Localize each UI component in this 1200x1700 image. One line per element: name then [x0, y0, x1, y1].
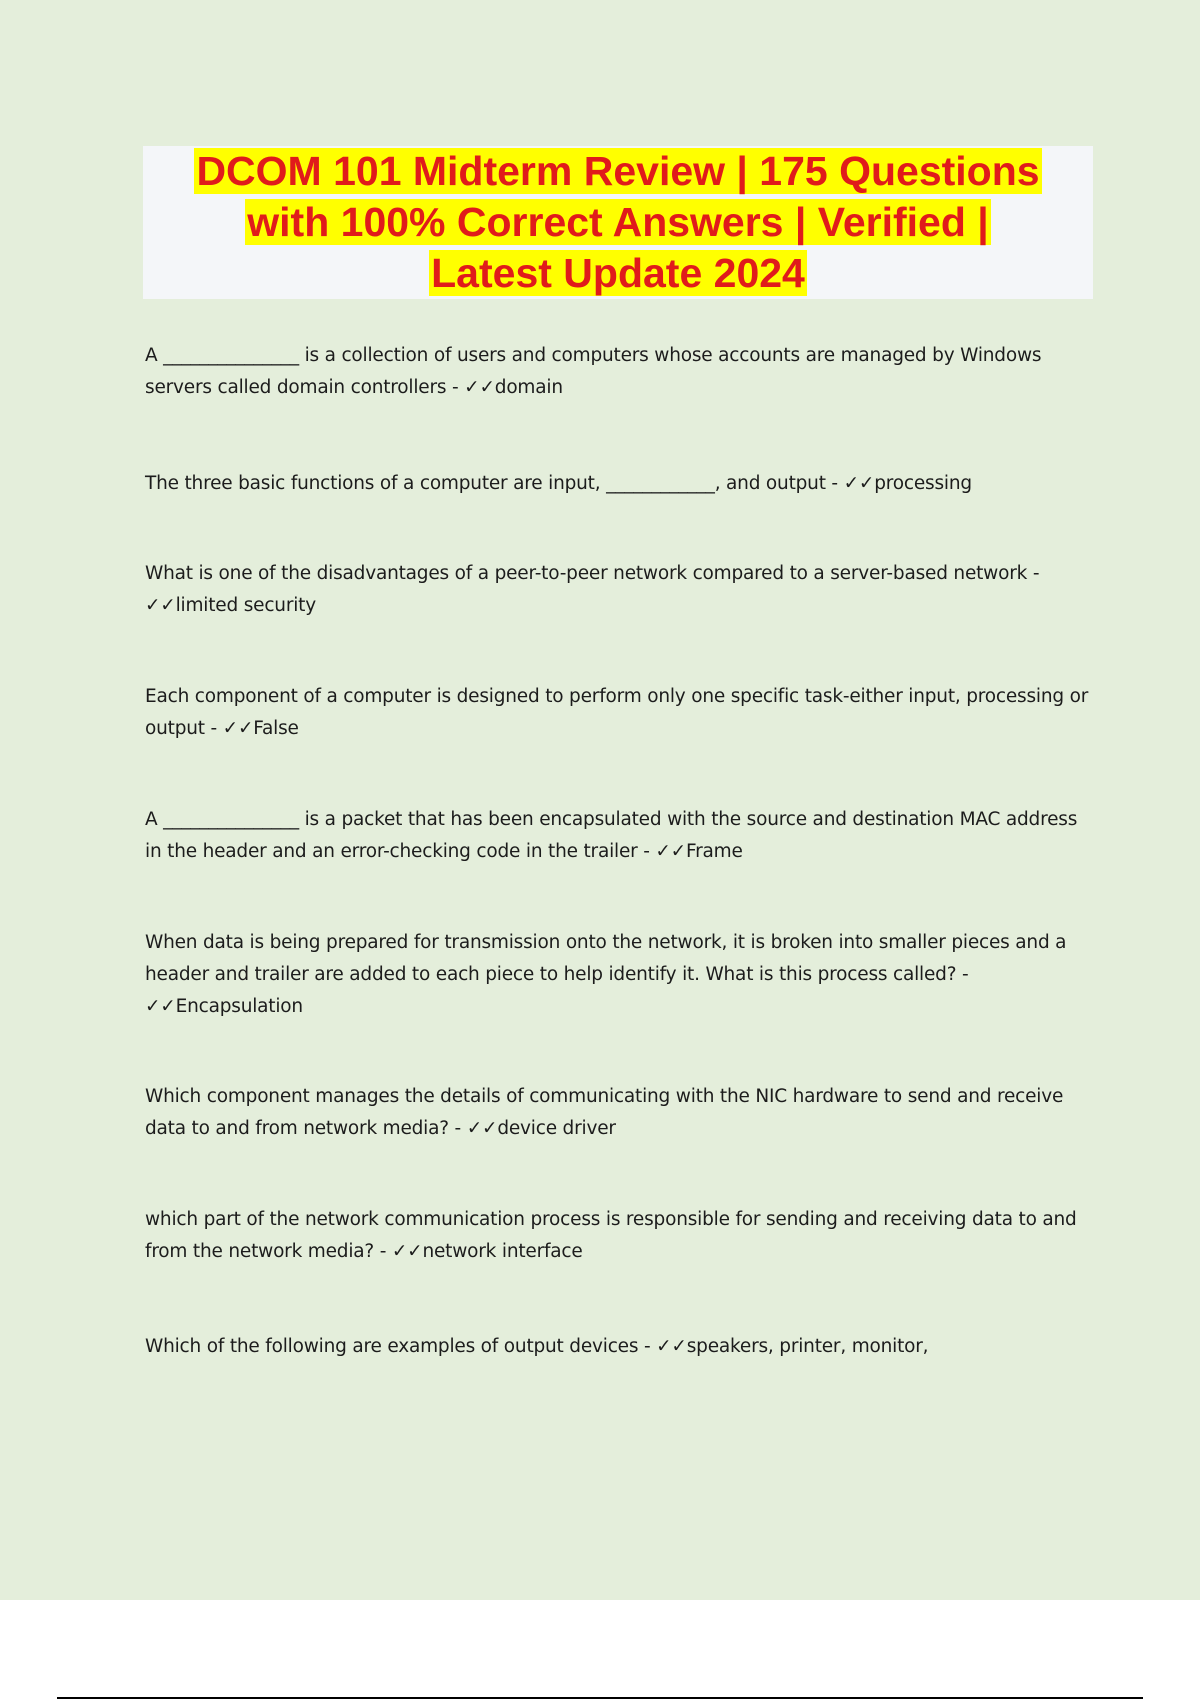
qa-item: Which of the following are examples of output devices - ✓✓speakers, printer, monitor, [145, 1336, 929, 1357]
footer-divider [57, 1697, 1143, 1699]
qa-item: Which component manages the details of communicating with the NIC hardware to send and receive data to and from network media? - ✓✓device driver [145, 1086, 1064, 1139]
qa-item: The three basic functions of a computer are input, ____________, and output - ✓✓processing [145, 473, 972, 494]
qa-item: A _______________ is a packet that has been encapsulated with the source and destination MAC address in the header and an error-checking code in the trailer - ✓✓Frame [145, 809, 1078, 862]
qa-item: Each component of a computer is designed to perform only one specific task-either input, processing or output - ✓✓False [145, 686, 1089, 739]
title-line: DCOM 101 Midterm Review | 175 Questions [196, 148, 1040, 194]
document-title [143, 146, 1093, 299]
qa-item: which part of the network communication process is responsible for sending and receiving data to and from the network media? - ✓✓network interface [145, 1209, 1077, 1262]
qa-item: What is one of the disadvantages of a peer-to-peer network compared to a server-based network - ✓✓limited security [145, 563, 1040, 616]
qa-item: A _______________ is a collection of users and computers whose accounts are managed by Windows servers called domain controllers - ✓✓domain [145, 345, 1042, 398]
title-line: with 100% Correct Answers | Verified | [247, 199, 989, 245]
title-line: Latest Update 2024 [431, 250, 805, 296]
qa-item: When data is being prepared for transmission onto the network, it is broken into smaller pieces and a header and trailer are added to each piece to help identify it. What is this process called? - ✓✓Encapsulation [145, 932, 1067, 1017]
